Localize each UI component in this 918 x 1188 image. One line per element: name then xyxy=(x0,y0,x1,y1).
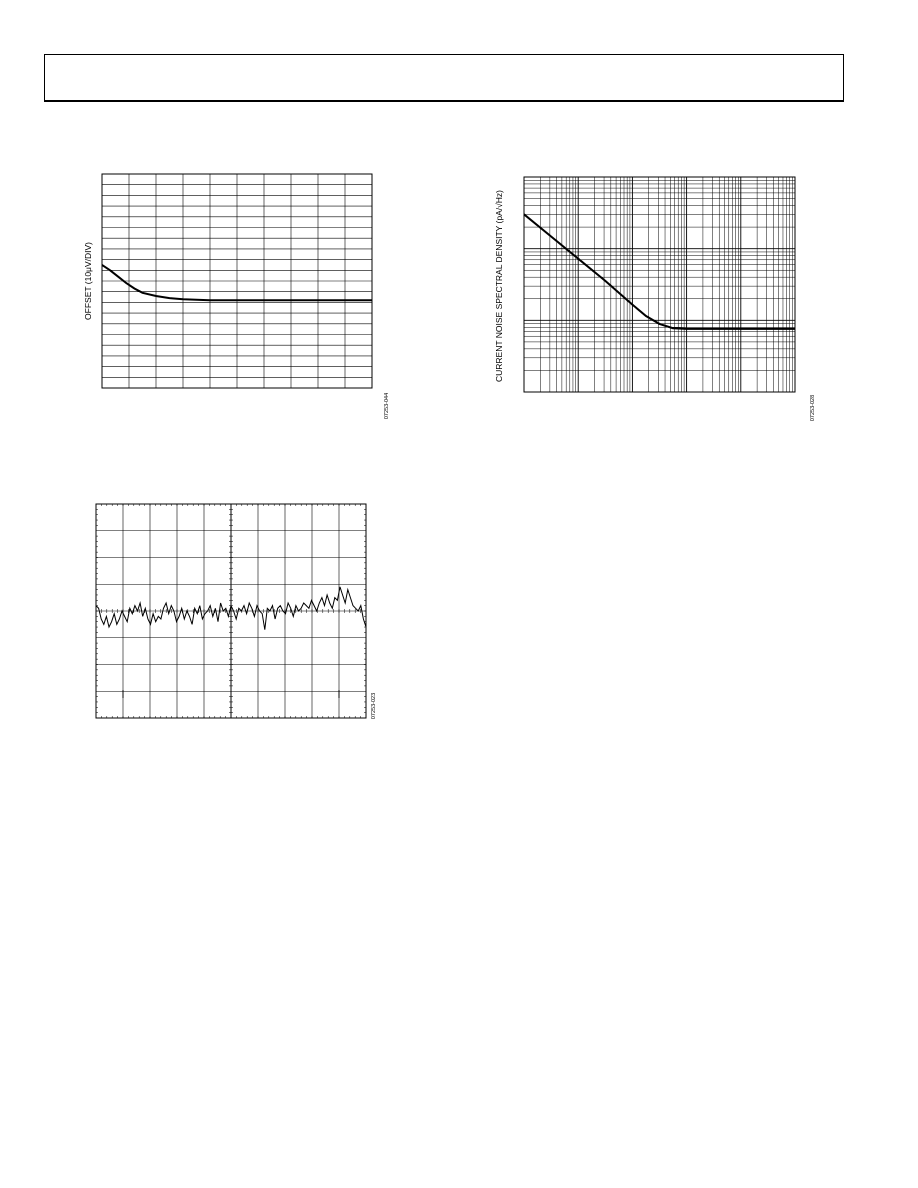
noise-trace-chart xyxy=(96,504,377,719)
plot-frame xyxy=(524,177,795,392)
figure-id: 07253-023 xyxy=(371,692,377,720)
noise-density-series-line xyxy=(524,214,795,329)
offset-chart xyxy=(83,174,390,419)
y-axis-label: OFFSET (10μV/DIV) xyxy=(83,242,93,320)
current-noise-chart xyxy=(494,177,816,421)
figure-id: 07253-028 xyxy=(810,394,816,422)
y-axis-label: CURRENT NOISE SPECTRAL DENSITY (pA/√Hz) xyxy=(494,189,504,383)
figure-id: 07253-044 xyxy=(384,392,390,420)
